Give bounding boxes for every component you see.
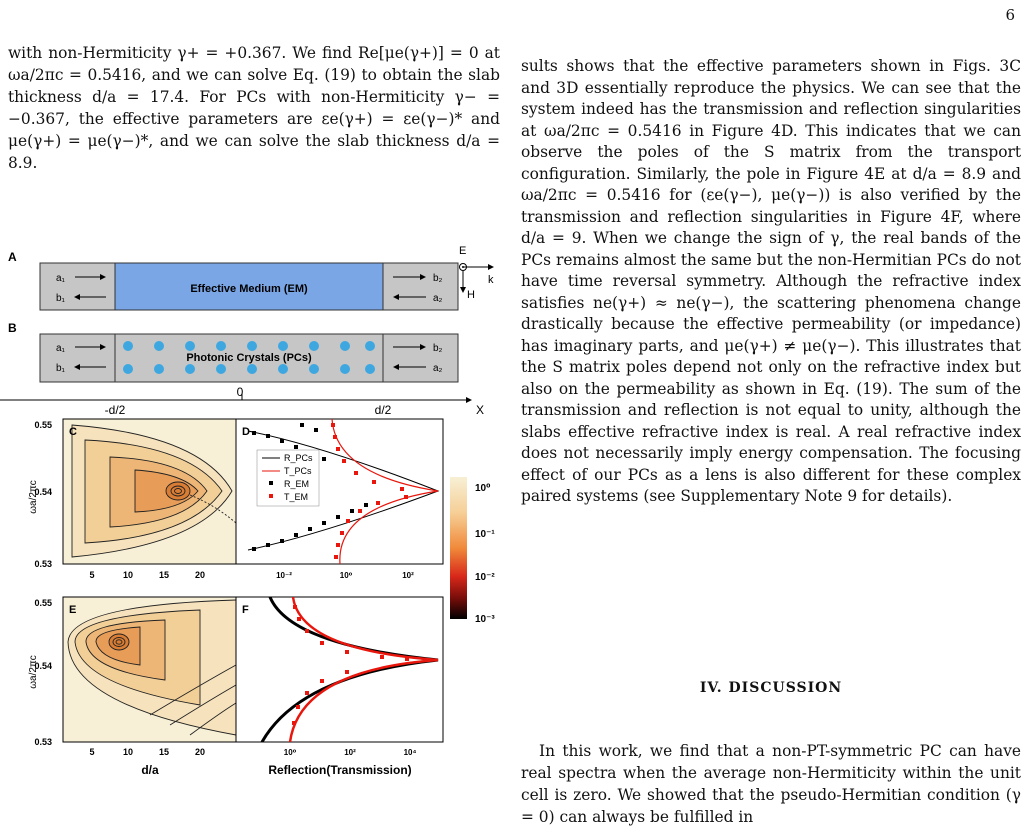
a1-label-b: a₁ [56, 343, 65, 354]
right-paragraph [521, 56, 1021, 508]
b1-label-b: b₁ [56, 363, 65, 374]
colorbar-tick-3: 10⁻³ [475, 614, 495, 625]
panel-b-label: B [8, 321, 17, 335]
legend-t-pcs: T_PCs [284, 466, 312, 476]
right-region-a [383, 263, 458, 310]
left-paragraph-text: with non-Hermiticity γ+ = +0.367. We find Re[μe(γ+)] = 0 at ωa/2πc = 0.5416, and we can solve Eq. (19) to obtain the slab thickness d/a = 17.4. For PCs with non-Hermiticity γ− = −0.367, the effective parameters are εe(γ+) = εe(γ−)* and μe(γ+) = μe(γ−)*, and we can solve the slab thickness d/a = 8.9. [8, 44, 500, 172]
xtick-f-2: 10⁴ [403, 748, 417, 757]
colorbar [450, 477, 467, 619]
page-number: 6 [1005, 6, 1015, 24]
axis-minus-label: -d/2 [104, 403, 126, 417]
axis-zero-label: 0 [236, 385, 244, 399]
panel-f-plot [236, 597, 443, 742]
a2-label-b: a₂ [433, 363, 443, 374]
b2-label-b: b₂ [433, 343, 443, 354]
figure-4 [0, 245, 505, 809]
xtick-e-2: 15 [158, 747, 170, 757]
xtick-c-3: 20 [194, 570, 206, 580]
xtick-e-1: 10 [122, 747, 134, 757]
right-paragraph-text: sults shows that the effective parameters shown in Figs. 3C and 3D essentially reproduce the physics. We can see that the system indeed has the transmission and reflection singularities at ωa/2πc = 0.5416 in Figure 4D. This indicates that we can observe the poles of the S matrix from the transport configuration. Similarly, the pole in Figure 4E at d/a = 8.9 and ωa/2πc = 0.5416 for (εe(γ−), μe(γ−)) is also verified by the transmission and reflection singularities in Figure 4F, where d/a = 9. When we change the sign of γ, the real bands of the PCs remains almost the same but the non-Hermitian PCs do not have time reversal symmetry. Although the refractive index satisfies ne(γ+) ≈ ne(γ−), the scattering phenomena change drastically because the effective permeability (or impedance) has imaginary parts, and μe(γ+) ≠ μe(γ−). This illustrates that the S matrix poles depend not only on the refractive index but also on the permeability as shown in Eq. (19). The sum of the transmission and reflection is not equal to unity, although the slabs effective refractive index is real. A real refractive index does not necessarily imply energy compensation. The focusing effect of our PCs as a lens is also different for these complex paired systems (see Supplementary Note 9 for details). [521, 57, 1021, 505]
y-axis-label-e: ωa/2πc [28, 655, 39, 689]
left-paragraph [8, 42, 500, 174]
h-field-label: H [467, 289, 475, 301]
b1-label: b₁ [56, 293, 65, 304]
xtick-f-0: 10⁰ [283, 748, 297, 757]
ytick-c-2: 0.53 [34, 559, 52, 569]
b2-label: b₂ [433, 273, 443, 284]
colorbar-tick-1: 10⁻¹ [475, 529, 495, 540]
panel-a-label: A [8, 250, 17, 264]
x-axis-label-right: Reflection(Transmission) [268, 763, 412, 777]
section-heading: IV. DISCUSSION [699, 680, 843, 696]
a1-label: a₁ [56, 273, 65, 284]
k-label: k [488, 274, 494, 286]
xtick-e-3: 20 [194, 747, 206, 757]
ytick-e-2: 0.53 [34, 737, 52, 747]
axis-x-label: X [476, 403, 485, 417]
legend-r-em: R_EM [284, 479, 310, 489]
panel-e-label: E [69, 604, 77, 616]
x-axis-label-left: d/a [141, 763, 159, 777]
discussion-paragraph: In this work, we find that a non-PT-symmetric PC can have real spectra when the average non-Hermiticity within the unit cell is zero. We showed that the pseudo-Hermitian condition (γ = 0) can always be fulfilled in [521, 742, 1021, 826]
xtick-d-2: 10² [402, 571, 414, 580]
em-label: Effective Medium (EM) [190, 283, 308, 295]
ytick-c-0: 0.55 [34, 420, 52, 430]
legend-r-pcs: R_PCs [284, 453, 313, 463]
y-axis-label-c: ωa/2πc [28, 480, 39, 514]
xtick-d-0: 10⁻² [276, 571, 292, 580]
xtick-c-0: 5 [89, 570, 95, 580]
ytick-e-1: 0.54 [34, 661, 52, 671]
panel-f-label: F [242, 604, 249, 616]
xtick-c-2: 15 [158, 570, 170, 580]
panel-c-label: C [69, 426, 77, 438]
xtick-f-1: 10² [344, 748, 356, 757]
xtick-d-1: 10⁰ [339, 571, 353, 580]
pc-label: Photonic Crystals (PCs) [186, 352, 312, 364]
ytick-e-0: 0.55 [34, 598, 52, 608]
colorbar-tick-0: 10⁰ [475, 483, 491, 494]
a2-label: a₂ [433, 293, 443, 304]
xtick-e-0: 5 [89, 747, 95, 757]
xtick-c-1: 10 [122, 570, 134, 580]
ytick-c-1: 0.54 [34, 487, 52, 497]
panel-d-label: D [242, 426, 250, 438]
e-field-label: E [459, 245, 467, 257]
axis-plus-label: d/2 [374, 403, 392, 417]
legend-t-em: T_EM [284, 492, 309, 502]
left-region-a [40, 263, 115, 310]
colorbar-tick-2: 10⁻² [475, 572, 495, 583]
